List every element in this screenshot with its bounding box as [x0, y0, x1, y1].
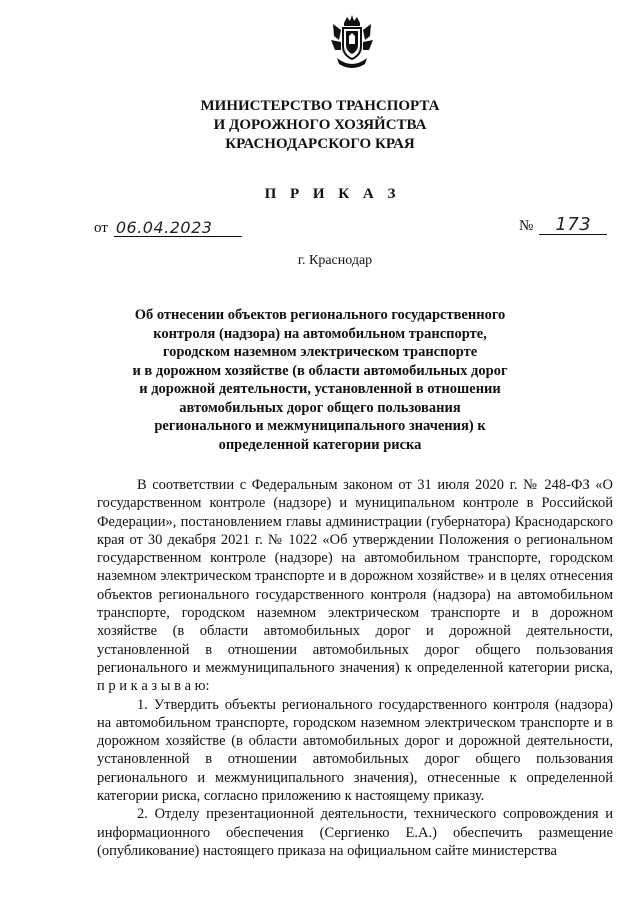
coat-of-arms-icon: [329, 14, 375, 72]
order-number-row: [519, 215, 607, 235]
order-date: 06.04.2023: [114, 219, 242, 237]
subject-line: и дорожной деятельности, установленной в отношении: [139, 381, 501, 397]
date-prefix: от: [94, 220, 108, 236]
city-label: г. Краснодар: [297, 253, 373, 268]
ministry-name: [140, 97, 500, 154]
number-prefix: №: [519, 218, 534, 234]
subject-line: и в дорожном хозяйстве (в области автомобильных дорог: [132, 362, 508, 379]
order-subject: [130, 306, 510, 454]
subject-line: автомобильных дорог общего пользования: [179, 399, 461, 416]
ministry-line: КРАСНОДАРСКОГО КРАЯ: [225, 136, 415, 152]
order-body: [97, 476, 613, 860]
body-paragraph-item-1: 1. Утвердить объекты регионального государственного контроля (надзора) на автомобильном транспорте, городском наземном электрическом транспорте и в дорожном хозяйстве (в области автомобильных дорог и дорожной деятельности, установленной в отношении автомобильных дорог общего пользования регионального и межмуниципального значения), отнесенные к определенной категории риска, согласно приложению к настоящему приказу.: [97, 696, 613, 805]
body-paragraph-preamble: В соответствии с Федеральным законом от 31 июля 2020 г. № 248-ФЗ «О государственном контроле (надзоре) и муниципальном контроле в Российской Федерации», постановлением главы администрации (губернатора) Краснодарского края от 30 декабря 2021 г. № 1022 «Об утверждении Положения о региональном государственном контроле (надзоре) на автомобильном транспорте, городском наземном электрическом транспорте и в дорожном хозяйстве» и в целях отнесения объектов регионального государственного контроля (надзора) на автомобильном транспорте, городском наземном электрическом транспорте и в дорожном хозяйстве (в области автомобильных дорог и дорожной деятельности, установленной в отношении автомобильных дорог общего пользования регионального и межмуниципального значения) к определенной категории риска, п р и к а з ы в а ю:: [97, 477, 613, 695]
subject-line: регионального и межмуниципального значения) к: [154, 418, 486, 434]
subject-line: городском наземном электрическом транспорте: [162, 344, 478, 360]
ministry-line: И ДОРОЖНОГО ХОЗЯЙСТВА: [213, 117, 427, 133]
document-type-title: П Р И К А З: [264, 186, 401, 202]
subject-line: Об отнесении объектов регионального государственного: [134, 307, 506, 323]
subject-line: контроля (надзора) на автомобильном транспорте,: [153, 325, 487, 342]
order-date-row: [94, 219, 242, 237]
ministry-line: МИНИСТЕРСТВО ТРАНСПОРТА: [200, 98, 440, 114]
body-paragraph-item-2: 2. Отделу презентационной деятельности, технического сопровождения и информационного обеспечения (Сергиенко Е.А.) обеспечить размещение (опубликование) настоящего приказа на официальном сайте министерства: [97, 806, 613, 859]
subject-line: определенной категории риска: [218, 436, 422, 453]
order-number: 173: [539, 215, 607, 235]
